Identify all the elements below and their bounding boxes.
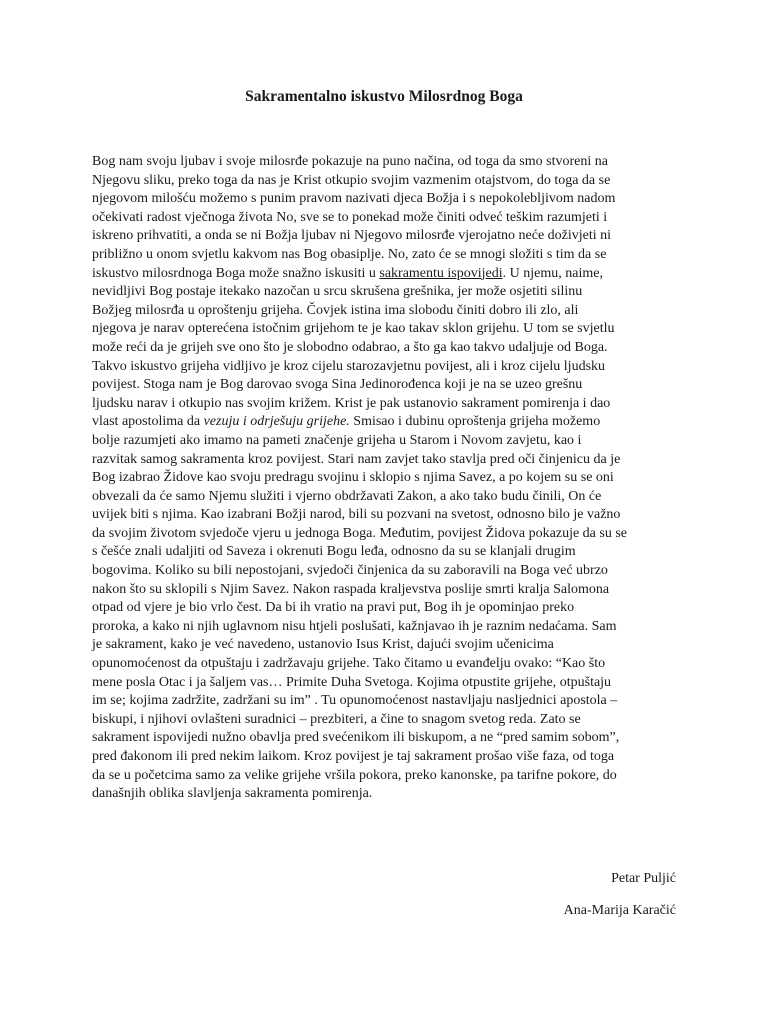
text-line: Božjeg milosrđa u oproštenju grijeha. Čovjek istina ima slobodu činiti dobro ili zlo, ali [92, 302, 579, 318]
document-body [92, 153, 684, 804]
text-line-with-link [92, 265, 684, 284]
text-line: može reći da je grijeh sve ono što je slobodno odabrao, a što ga kao takvo udaljuje od Boga. [92, 339, 608, 355]
text-line-with-italic [92, 413, 684, 432]
text-line: ljudsku narav i otkupio nas svojim križem. Krist je pak ustanovio sakrament pomirenja i dao [92, 395, 611, 411]
text-line: je sakrament, kako je već navedeno, ustanovio Isus Krist, dajući svojim učenicima [92, 637, 554, 653]
text-line: Bog izabrao Židove kao svoju predragu svojinu i sklopio s njima Savez, a po kojem su se oni [92, 470, 614, 486]
text-line: očekivati radost vječnoga života No, sve se to ponekad može činiti odveć teškim razumjeti i [92, 209, 608, 225]
text-line: pred đakonom ili pred nekim laikom. Kroz povijest je taj sakrament prošao više faza, od toga [92, 749, 615, 764]
text-line: mene posla Otac i ja šaljem vas… Primite Duha Svetoga. Kojima otpustite grijehe, otpuštaju [92, 674, 612, 690]
text-line: bogovima. Koliko su bili nepostojani, svjedoči činjenica da su zaboravili na Boga već ubrzo [92, 563, 608, 579]
page-title: Sakramentalno iskustvo Milosrdnog Boga [245, 88, 523, 105]
text-line: razvitak samog sakramenta kroz povijest. Stari nam zavjet tako stavlja pred oči činjenicu da je [92, 451, 621, 467]
text-line: uvijek biti s njima. Kao izabrani Božji narod, bili su pozvani na svetost, odnosno bilo je važno [92, 507, 621, 523]
author-signature-1: Petar Puljić [611, 871, 676, 886]
text-line: da se u početcima samo za velike grijehe vršila pokora, preko kanonske, pa tarifne pokore, do [92, 767, 617, 783]
text-segment: . U njemu, naime, [502, 265, 603, 281]
text-line: otpad od vjere je bio vrlo čest. Da bi ih vratio na pravi put, Bog ih je opominjao preko [92, 600, 575, 616]
sakrament-ispovijedi-link[interactable]: sakramentu ispovijedi [379, 265, 503, 281]
text-line: im se; kojima zadržite, zadržani su im” . Tu opunomoćenost nastavljaju nasljednici apostola – [92, 693, 618, 709]
text-line: nakon što su sklopili s Njim Savez. Nakon raspada kraljevstva poslije smrti kralja Salomona [92, 581, 610, 597]
text-line: Njegovu sliku, preko toga da nas je Krist otkupio svojim vazmenim otajstvom, do toga da se [92, 172, 611, 188]
text-line: s češće znali udaljiti od Saveza i okrenuti Bogu leđa, odnosno da su se klanjali drugim [92, 544, 576, 560]
text-line: Bog nam svoju ljubav i svoje milosrđe pokazuje na puno načina, od toga da smo stvoreni na [92, 154, 608, 169]
text-segment: iskustvo milosrdnoga Boga može snažno iskusiti u [92, 265, 380, 281]
text-line: iskreno prihvatiti, a onda se ni Božja ljubav ni Njegovo milosrđe vjerojatno neće doživjeti ni [92, 228, 612, 244]
text-line: proroka, a kako ni njih uglavnom nisu htjeli poslušati, kažnjavao ih je raznim nedaćama. Sam [92, 618, 617, 634]
text-line: približno u onom svjetlu kakvom nas Bog obasiplje. No, zato će se mnogi složiti s tim da se [92, 246, 607, 262]
text-line: biskupi, i njihovi ovlašteni suradnici – prezbiteri, a čine to snagom svetog reda. Zato se [92, 711, 581, 727]
text-line: obvezali da će samo Njemu služiti i vjerno obdržavati Zakon, a ako tako budu činili, On će [92, 488, 602, 504]
text-line: sakrament ispovijedi nužno obavlja pred svećenikom ili biskupom, a ne “pred samim sobom”, [92, 730, 620, 746]
author-signature-2: Ana-Marija Karačić [563, 903, 676, 918]
text-line: Takvo iskustvo grijeha vidljivo je kroz cijelu starozavjetnu povijest, ali i kroz cijelu ljudsku [92, 358, 606, 374]
italic-quote: vezuju i odrješuju grijehe. [203, 414, 350, 430]
text-segment: vlast apostolima da [92, 414, 204, 430]
text-line: povijest. Stoga nam je Bog darovao svoga Sina Jedinorođenca koji je na se uzeo grešnu [92, 377, 583, 393]
text-line: bolje razumjeti ako imamo na pameti značenje grijeha u Starom i Novom zavjetu, kao i [92, 432, 582, 448]
text-segment: Smisao i dubinu oproštenja grijeha možemo [349, 414, 601, 430]
text-line: njegova je narav opterećena istočnim grijehom te je kao takav sklon grijehu. U tom se svjetlu [92, 321, 615, 337]
text-line: da svojim životom svjedoče vjeru u jednoga Boga. Međutim, povijest Židova pokazuje da su se [92, 525, 628, 541]
text-line: opunomoćenost da otpuštaju i zadržavaju grijehe. Tako čitamo u evanđelju ovako: “Kao što [92, 656, 606, 672]
text-line: njegovom milošću možemo s punim pravom nazivati djeca Božja i s nepokolebljivom nadom [92, 191, 616, 207]
text-line: nevidljivi Bog postaje itekako nazočan u srcu skrušena grešnika, jer može osjetiti silinu [92, 284, 583, 300]
text-line: današnjih oblika slavljenja sakramenta pomirenja. [92, 786, 373, 802]
